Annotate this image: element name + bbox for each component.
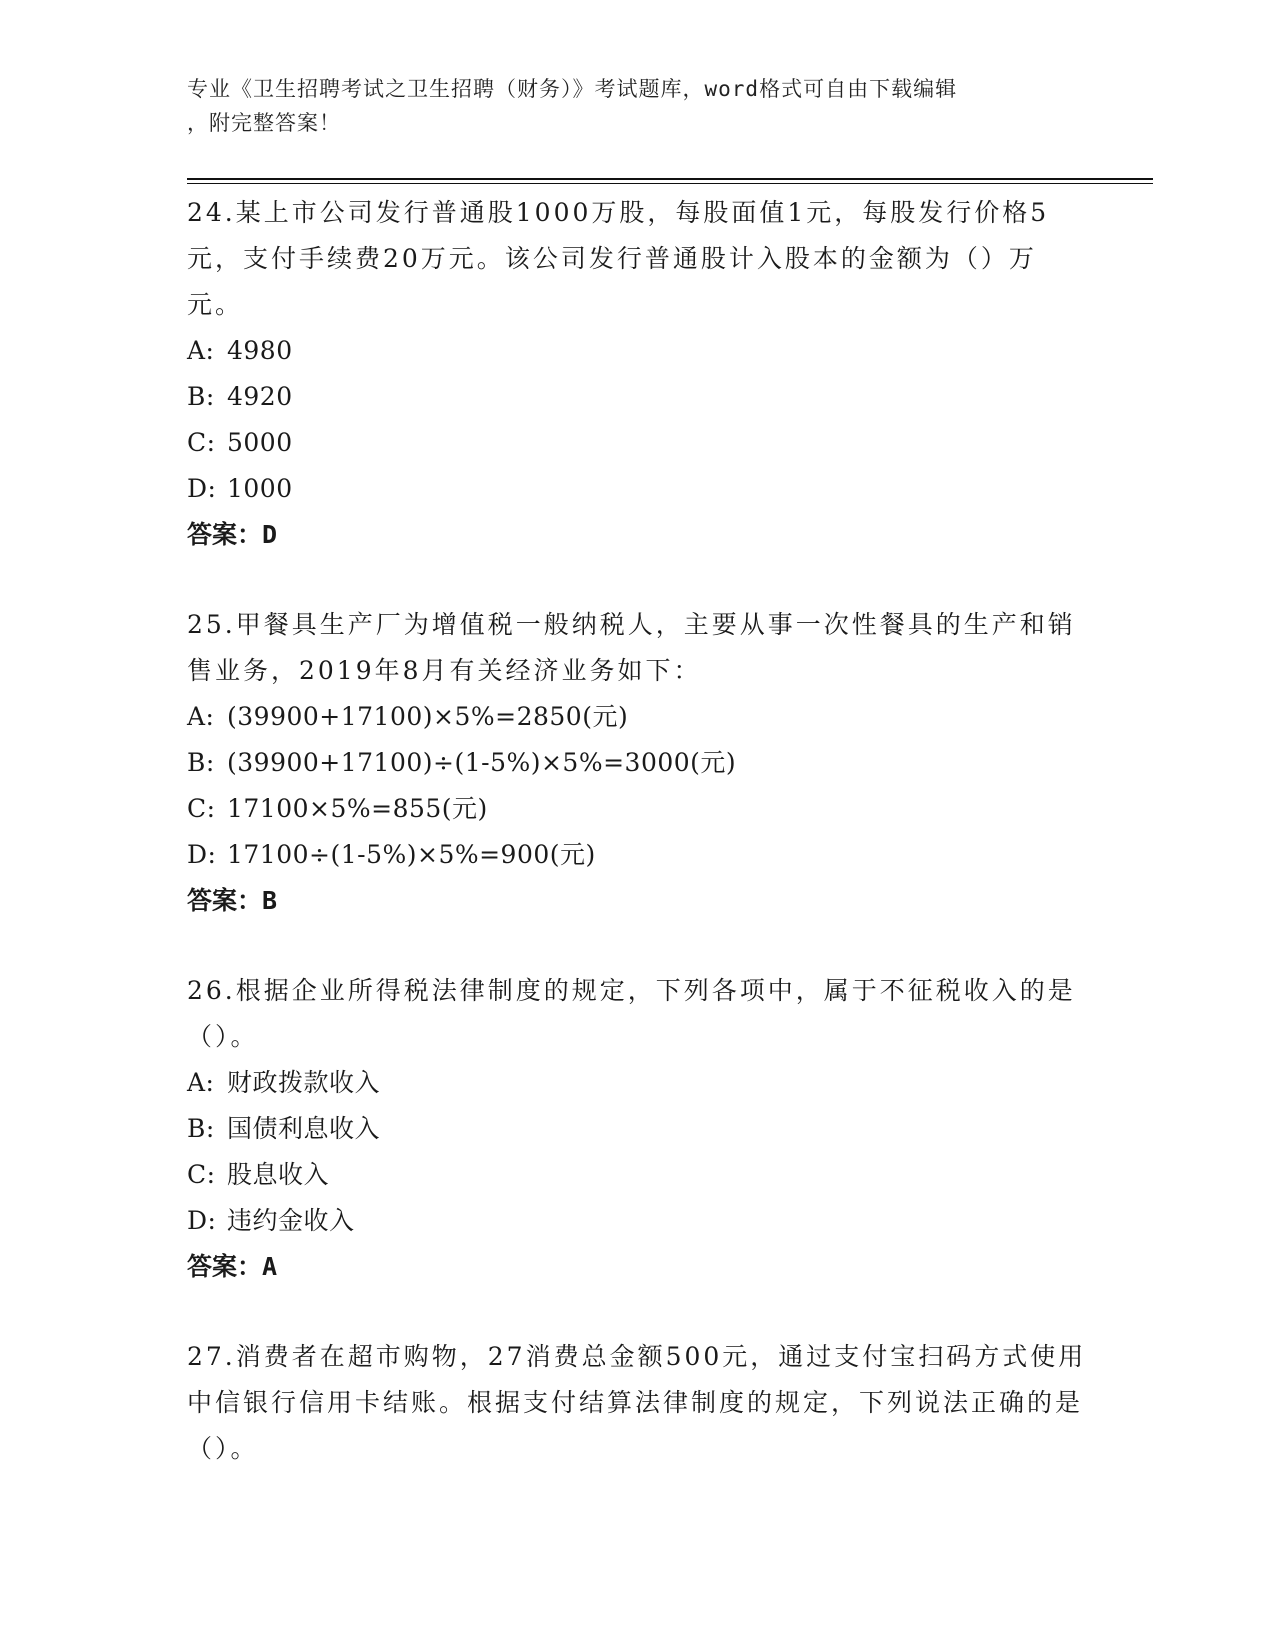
option-a	[187, 328, 1087, 374]
option-d	[187, 1198, 1087, 1244]
answer-line: 答案：B	[187, 886, 278, 915]
header-line-1: 专业《卫生招聘考试之卫生招聘（财务）》考试题库，word格式可自由下载编辑	[187, 77, 958, 101]
option-text: 违约金收入	[227, 1206, 355, 1235]
header-rule-thin	[187, 183, 1153, 184]
question-26	[187, 968, 1087, 1290]
option-b	[187, 740, 1087, 786]
option-letter: A:	[187, 1068, 215, 1097]
header-line-2: ，附完整答案！	[187, 111, 341, 135]
option-text: 1000	[227, 474, 293, 503]
question-27	[187, 1334, 1087, 1472]
spacer	[187, 558, 1087, 602]
option-b	[187, 1106, 1087, 1152]
option-text: 4920	[227, 382, 293, 411]
question-25	[187, 602, 1087, 924]
option-text: 国债利息收入	[227, 1114, 381, 1143]
option-letter: D:	[187, 840, 217, 869]
option-letter: B:	[187, 748, 215, 777]
option-letter: A:	[187, 702, 215, 731]
option-d	[187, 466, 1087, 512]
option-text: 5000	[227, 428, 293, 457]
question-stem: 26.根据企业所得税法律制度的规定，下列各项中，属于不征税收入的是（）。	[187, 976, 1076, 1051]
question-stem: 24.某上市公司发行普通股1000万股，每股面值1元，每股发行价格5元，支付手续费20万元。该公司发行普通股计入股本的金额为（）万元。	[187, 198, 1050, 319]
question-stem: 25.甲餐具生产厂为增值税一般纳税人，主要从事一次性餐具的生产和销售业务，2019年8月有关经济业务如下：	[187, 610, 1076, 685]
option-c	[187, 420, 1087, 466]
question-stem: 27.消费者在超市购物，27消费总金额500元，通过支付宝扫码方式使用中信银行信用卡结账。根据支付结算法律制度的规定，下列说法正确的是（）。	[187, 1342, 1087, 1463]
option-letter: B:	[187, 382, 215, 411]
option-b	[187, 374, 1087, 420]
option-d	[187, 832, 1087, 878]
answer-line: 答案：D	[187, 520, 278, 549]
option-text: 4980	[227, 336, 293, 365]
option-letter: A:	[187, 336, 215, 365]
option-c	[187, 1152, 1087, 1198]
option-letter: C:	[187, 428, 216, 457]
option-text: (39900+17100)×5%=2850(元)	[227, 702, 629, 731]
question-list	[187, 190, 1087, 1472]
document-header	[187, 72, 1087, 140]
option-c	[187, 786, 1087, 832]
option-text: (39900+17100)÷(1-5%)×5%=3000(元)	[227, 748, 737, 777]
option-letter: B:	[187, 1114, 215, 1143]
spacer	[187, 1290, 1087, 1334]
spacer	[187, 924, 1087, 968]
option-a	[187, 1060, 1087, 1106]
header-rule-thick	[187, 178, 1153, 180]
option-text: 股息收入	[227, 1160, 330, 1189]
option-letter: C:	[187, 1160, 216, 1189]
option-letter: C:	[187, 794, 216, 823]
option-a	[187, 694, 1087, 740]
option-letter: D:	[187, 474, 217, 503]
option-letter: D:	[187, 1206, 217, 1235]
question-24	[187, 190, 1087, 558]
option-text: 17100×5%=855(元)	[227, 794, 488, 823]
option-text: 17100÷(1-5%)×5%=900(元)	[227, 840, 596, 869]
answer-line: 答案：A	[187, 1252, 278, 1281]
option-text: 财政拨款收入	[227, 1068, 381, 1097]
